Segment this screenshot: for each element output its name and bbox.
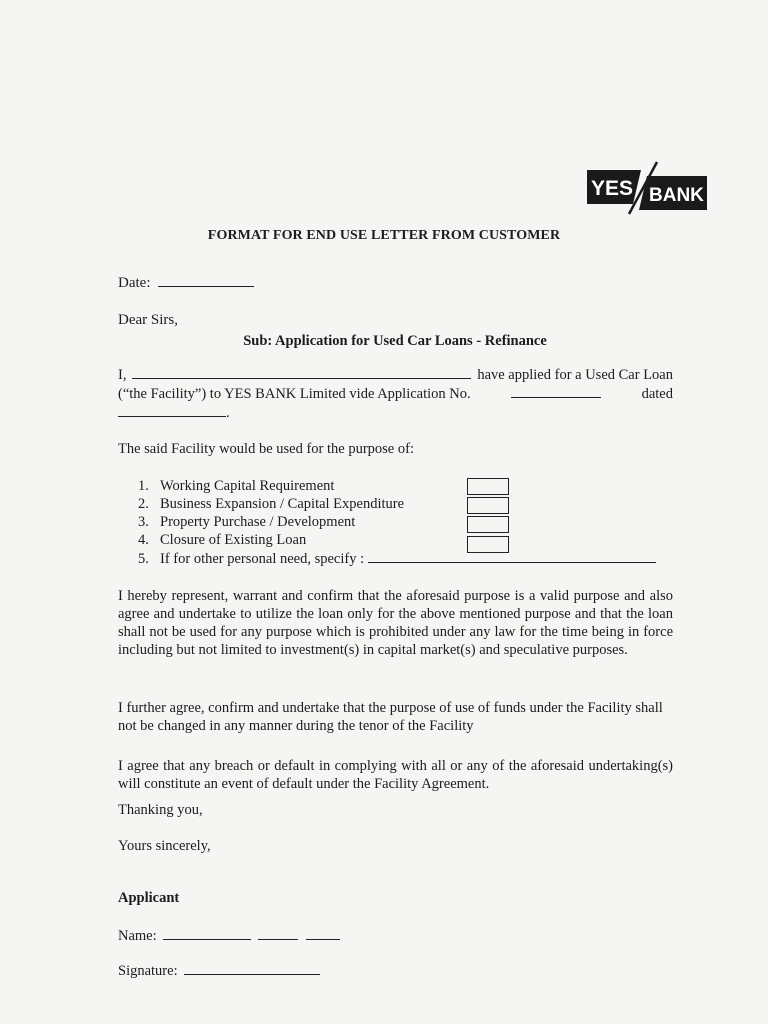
intro-line3-end: . bbox=[226, 405, 230, 421]
breach-paragraph: I agree that any breach or default in complying with all or any of the aforesaid undertaking(s) will constitute an event of default under the Facility Agreement. bbox=[118, 758, 673, 792]
intro-line-1 bbox=[118, 365, 673, 384]
logo-text-yes: YES bbox=[591, 177, 634, 200]
checkbox-business-expansion[interactable] bbox=[467, 497, 509, 514]
date-blank bbox=[158, 273, 254, 287]
purpose-item bbox=[138, 495, 656, 513]
representation-paragraph: I hereby represent, warrant and confirm that the aforesaid purpose is a valid purpose and also agree and undertake to utilize the loan only for the above mentioned purpose and that the loan shall not be used for any purpose which is prohibited under any law for the time being in force including but not limited to investment(s) in capital market(s) and speculative purposes. bbox=[118, 588, 673, 658]
purpose-text: Business Expansion / Capital Expenditure bbox=[160, 496, 405, 512]
purpose-text: Closure of Existing Loan bbox=[160, 532, 307, 548]
date-of-application-blank bbox=[118, 403, 226, 417]
signature-blank bbox=[184, 961, 320, 975]
other-purpose-blank bbox=[368, 549, 656, 563]
purpose-item bbox=[138, 549, 656, 567]
purpose-item bbox=[138, 513, 656, 531]
purpose-text: Property Purchase / Development bbox=[160, 514, 356, 530]
name-row bbox=[118, 926, 340, 945]
yes-bank-logo bbox=[585, 160, 709, 216]
checkbox-closure-existing-loan[interactable] bbox=[467, 536, 509, 553]
intro-line-3 bbox=[118, 403, 673, 422]
signature-row bbox=[118, 961, 320, 980]
date-label: Date: bbox=[118, 275, 151, 291]
name-label: Name: bbox=[118, 928, 157, 944]
thanking-line: Thanking you, bbox=[118, 802, 203, 818]
name-blank bbox=[163, 926, 251, 940]
intro-line2-text: (“the Facility”) to YES BANK Limited vide Application No. bbox=[118, 386, 471, 402]
purpose-item bbox=[138, 477, 656, 495]
checkbox-working-capital[interactable] bbox=[467, 478, 509, 495]
checkbox-property-purchase[interactable] bbox=[467, 516, 509, 533]
intro-lead: I, bbox=[118, 367, 127, 383]
intro-after-name: have applied for a Used Car Loan bbox=[477, 367, 673, 383]
sincerely-line: Yours sincerely, bbox=[118, 838, 211, 854]
purpose-number: 4. bbox=[138, 532, 149, 548]
subject-line: Sub: Application for Used Car Loans - Refinance bbox=[243, 333, 547, 349]
purpose-number: 3. bbox=[138, 514, 149, 530]
intro-paragraph bbox=[118, 365, 673, 422]
purpose-text: Working Capital Requirement bbox=[160, 478, 335, 494]
applicant-name-blank bbox=[132, 365, 471, 379]
intro-line-2 bbox=[118, 384, 673, 403]
application-no-blank bbox=[511, 384, 601, 398]
purpose-number: 5. bbox=[138, 551, 149, 567]
name-blank bbox=[306, 926, 340, 940]
purpose-list bbox=[138, 477, 656, 567]
applicant-heading: Applicant bbox=[118, 890, 180, 906]
intro-dated: dated bbox=[641, 386, 673, 402]
letter-title: FORMAT FOR END USE LETTER FROM CUSTOMER bbox=[207, 228, 561, 243]
purpose-text: If for other personal need, specify : bbox=[160, 551, 365, 567]
purpose-item bbox=[138, 531, 656, 549]
salutation: Dear Sirs, bbox=[118, 312, 178, 328]
purpose-number: 2. bbox=[138, 496, 149, 512]
date-row bbox=[118, 273, 254, 292]
purpose-lead: The said Facility would be used for the purpose of: bbox=[118, 441, 414, 457]
purpose-number: 1. bbox=[138, 478, 149, 494]
name-blank bbox=[258, 926, 298, 940]
signature-label: Signature: bbox=[118, 963, 178, 979]
further-agreement-paragraph: I further agree, confirm and undertake that the purpose of use of funds under the Facility shall not be changed in any manner during the tenor of the Facility bbox=[118, 700, 663, 734]
logo-text-bank: BANK bbox=[649, 185, 704, 206]
